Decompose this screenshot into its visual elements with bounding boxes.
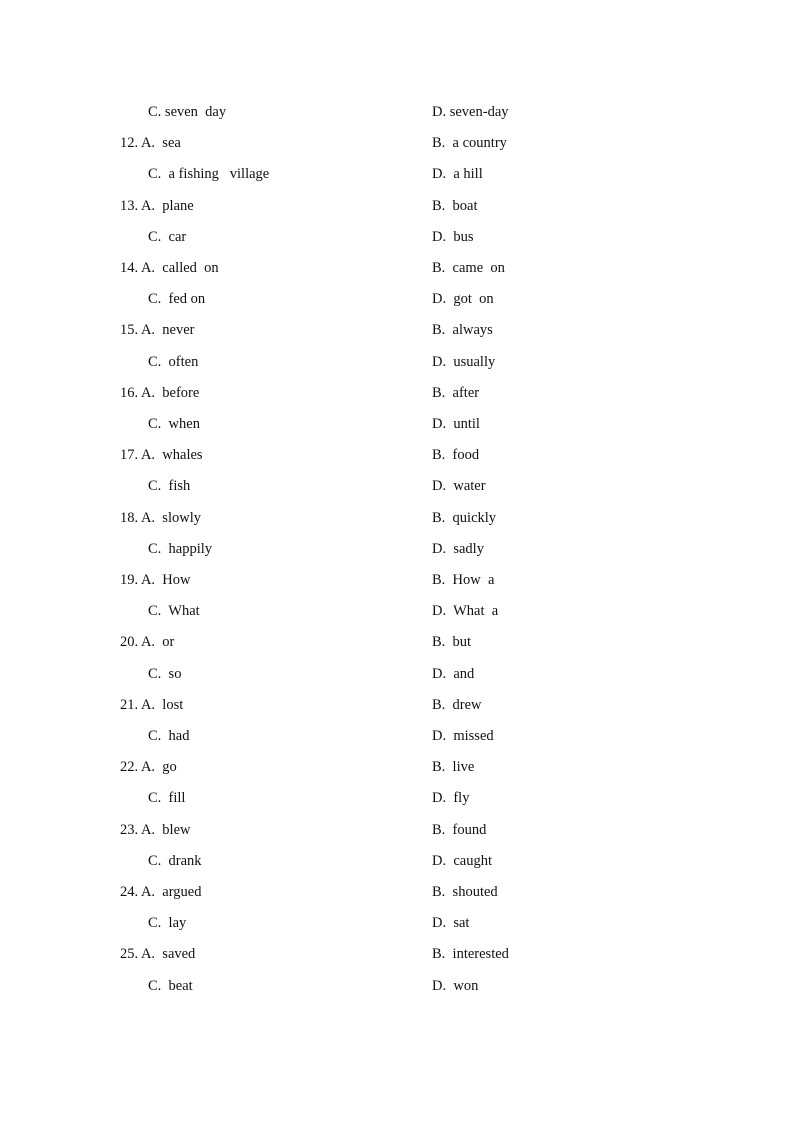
option-left: C. car	[148, 228, 187, 245]
question-row	[0, 132, 794, 154]
question-row	[0, 943, 794, 965]
option-right: B. quickly	[432, 509, 497, 526]
option-left: C. fish	[148, 478, 191, 495]
question-row	[0, 819, 794, 841]
option-row	[0, 538, 794, 560]
question-option-left: 20. A. or	[120, 634, 175, 651]
question-option-left: 17. A. whales	[120, 447, 203, 464]
option-right: B. food	[432, 447, 480, 464]
option-left: C. so	[148, 665, 182, 682]
option-right: B. after	[432, 384, 480, 401]
option-right: B. shouted	[432, 884, 498, 900]
question-row	[0, 881, 794, 903]
option-right: D. usually	[432, 353, 496, 370]
question-option-left: 18. A. slowly	[120, 509, 201, 526]
option-right: D. bus	[432, 228, 474, 245]
question-option-left: 14. A. called on	[120, 260, 219, 276]
option-right: D. a hill	[432, 166, 483, 183]
option-left: C. seven day	[148, 104, 227, 120]
option-right: B. How a	[432, 572, 495, 588]
option-left: C. lay	[148, 915, 187, 932]
option-left: C. happily	[148, 540, 213, 557]
question-row	[0, 507, 794, 529]
option-row	[0, 163, 794, 185]
option-right: D. sat	[432, 915, 470, 932]
option-right: B. boat	[432, 197, 478, 214]
option-right: B. always	[432, 322, 493, 339]
option-left: C. a fishing village	[148, 166, 270, 183]
question-row	[0, 382, 794, 404]
option-right: B. interested	[432, 946, 509, 963]
option-row	[0, 101, 794, 123]
option-row	[0, 351, 794, 373]
option-right: B. found	[432, 821, 487, 838]
question-row	[0, 195, 794, 217]
question-option-left: 12. A. sea	[120, 135, 181, 152]
question-option-left: 21. A. lost	[120, 696, 184, 713]
question-option-left: 24. A. argued	[120, 884, 202, 900]
question-row	[0, 569, 794, 591]
option-left: C. beat	[148, 977, 193, 994]
option-left: C. What	[148, 603, 200, 620]
option-row	[0, 850, 794, 872]
option-row	[0, 288, 794, 310]
option-right: D. won	[432, 977, 479, 994]
option-left: C. fed on	[148, 291, 206, 308]
option-right: D. caught	[432, 852, 492, 869]
option-right: D. What a	[432, 603, 499, 620]
option-right: D. until	[432, 416, 480, 432]
option-right: D. seven-day	[432, 104, 509, 120]
option-row	[0, 475, 794, 497]
option-right: D. fly	[432, 790, 470, 807]
question-option-left: 25. A. saved	[120, 946, 196, 963]
question-option-left: 19. A. How	[120, 572, 191, 588]
option-row	[0, 975, 794, 997]
question-row	[0, 694, 794, 716]
question-row	[0, 756, 794, 778]
option-right: D. water	[432, 478, 486, 495]
question-option-left: 22. A. go	[120, 759, 177, 776]
option-left: C. when	[148, 416, 200, 432]
option-right: D. sadly	[432, 540, 484, 557]
option-right: B. came on	[432, 260, 505, 276]
option-right: B. but	[432, 634, 472, 651]
question-option-left: 16. A. before	[120, 384, 200, 401]
question-row	[0, 319, 794, 341]
question-option-left: 13. A. plane	[120, 197, 194, 214]
option-right: B. live	[432, 759, 475, 776]
option-right: D. missed	[432, 728, 494, 744]
option-right: B. drew	[432, 696, 482, 713]
option-row	[0, 787, 794, 809]
question-option-left: 15. A. never	[120, 322, 195, 339]
option-row	[0, 413, 794, 435]
option-row	[0, 600, 794, 622]
option-left: C. often	[148, 353, 199, 370]
question-row	[0, 257, 794, 279]
question-option-left: 23. A. blew	[120, 821, 191, 838]
option-row	[0, 912, 794, 934]
question-row	[0, 631, 794, 653]
option-left: C. drank	[148, 852, 202, 869]
option-right: B. a country	[432, 135, 507, 152]
option-right: D. and	[432, 665, 475, 682]
option-row	[0, 663, 794, 685]
option-right: D. got on	[432, 291, 494, 308]
option-left: C. had	[148, 728, 190, 744]
question-row	[0, 444, 794, 466]
option-left: C. fill	[148, 790, 186, 807]
option-row	[0, 725, 794, 747]
option-row	[0, 226, 794, 248]
